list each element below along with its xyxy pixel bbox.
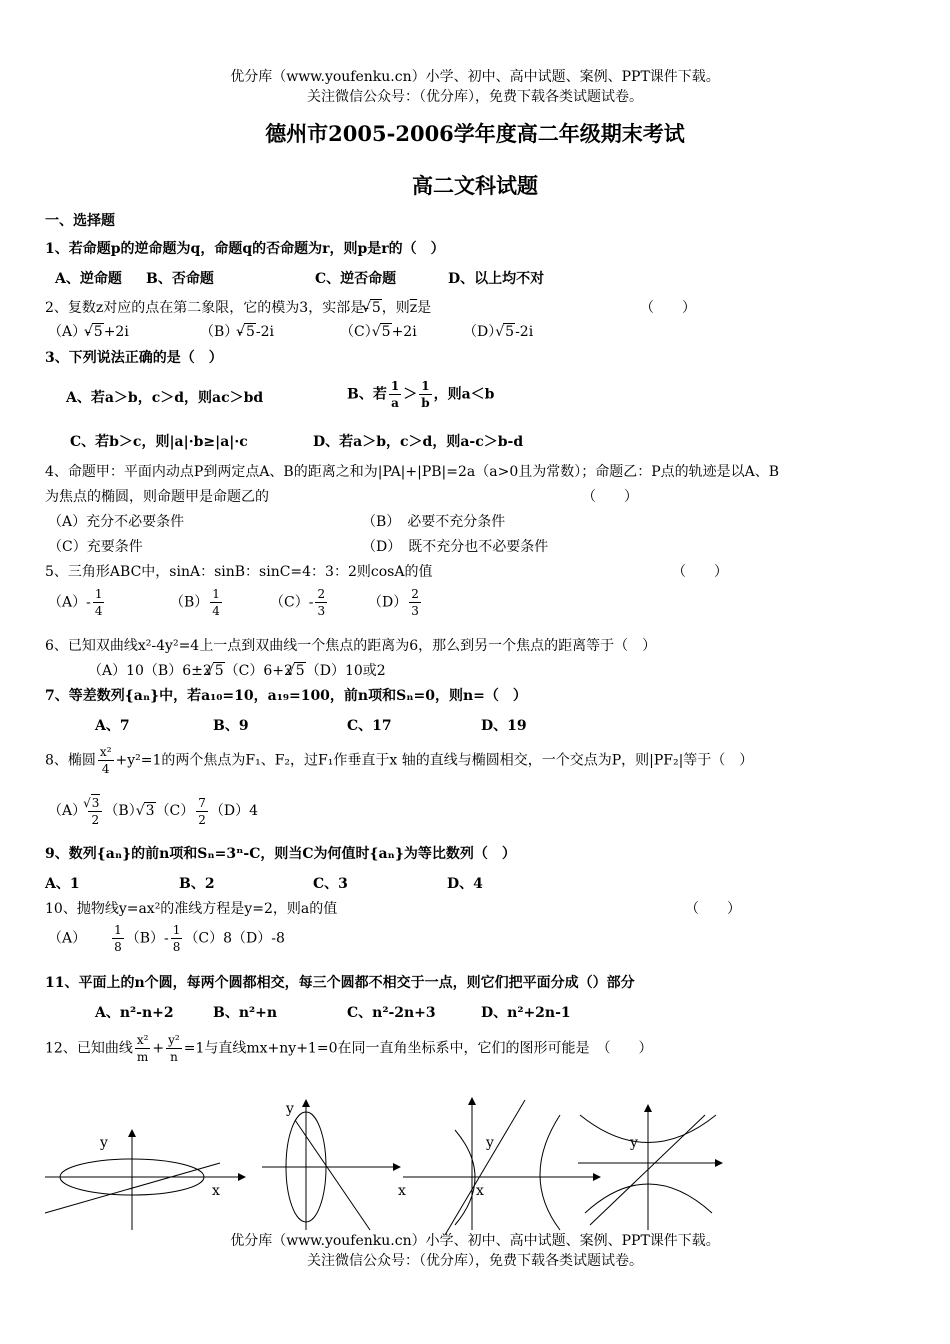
q11-stem: 11、平面上的n个圆，每两个圆都相交，每三个圆都不相交于一点，则它们把平面分成（）部分	[45, 975, 635, 991]
page-title: 德州市2005-2006学年度高二年级期末考试	[265, 121, 685, 146]
q8-stem: 8、椭圆 $\frac{\text{x²}}{4}$ +y²=1的两个焦点为F₁、F₂，过F₁作垂直于x 轴的直线与椭圆相交，一个交点为P，则|PF₂|等于（ ）	[45, 745, 754, 776]
q11-option-c: C、n²-2n+3	[347, 1005, 436, 1021]
q3-option-d: D、若a＞b，c＞d，则a-c＞b-d	[313, 434, 524, 450]
q4-stem-line-1: 4、命题甲：平面内动点P到两定点A、B的距离之和为|PA|+|PB|=2a（a>0且为常数）；命题乙：P点的轨迹是以A、B	[45, 464, 780, 480]
q5-option-d: （D） $\frac{2}{3}$	[368, 587, 419, 618]
q3-option-a: A、若a＞b，c＞d，则ac＞bd	[66, 390, 264, 406]
q4-option-b: （B） 必要不充分条件	[362, 514, 506, 530]
q9-option-d: D、4	[447, 876, 483, 892]
graph-c-y-label: y	[486, 1135, 494, 1151]
graph-d-y-label: y	[630, 1135, 638, 1151]
q5-option-b: （B） $\frac{1}{4}$	[170, 587, 220, 618]
q7-option-d: D、19	[481, 718, 527, 734]
q7-option-a: A、7	[95, 718, 130, 734]
q5-paren: （ ）	[672, 564, 728, 580]
q5-option-a: （A）- $\frac{1}{4}$	[48, 587, 103, 618]
graph-a	[45, 1130, 245, 1230]
graph-a-y-label: y	[100, 1135, 108, 1151]
footer-line-1: 优分库（www.youfenku.cn）小学、初中、高中试题、案例、PPT课件下载。	[230, 1233, 720, 1249]
q7-option-c: C、17	[347, 718, 392, 734]
q9-option-c: C、3	[313, 876, 348, 892]
q4-option-d: （D） 既不充分也不必要条件	[362, 539, 549, 555]
q3-stem: 3、下列说法正确的是（ ）	[45, 350, 223, 366]
q4-paren: （ ）	[582, 489, 638, 505]
footer-line-2: 关注微信公众号：（优分库），免费下载各类试题试卷。	[307, 1253, 643, 1269]
q1-option-c: C、逆否命题	[315, 271, 397, 287]
q9-stem: 9、数列{aₙ}的前n项和Sₙ=3ⁿ-C，则当C为何值时{aₙ}为等比数列（ ）	[45, 846, 516, 862]
q1-option-a: A、逆命题	[55, 271, 122, 287]
q2-option-d: （D） √ 5-2i	[463, 321, 533, 341]
q12-graphs	[40, 1095, 730, 1235]
q2-stem: 2、复数z对应的点在第二象限，它的模为3，实部是- √ 5，则$\overline{z}$是	[45, 297, 431, 317]
q11-option-d: D、n²+2n-1	[481, 1005, 571, 1021]
q2-option-a: （A）- √ 5+2i	[48, 321, 129, 341]
graph-b-y-label: y	[286, 1101, 294, 1117]
page-subtitle: 高二文科试题	[412, 173, 538, 198]
q4-option-c: （C）充要条件	[48, 539, 143, 555]
q1-option-d: D、以上均不对	[448, 271, 545, 287]
q12-stem: 12、已知曲线 $\frac{\text{x²}}{m}$ + $\frac{\text{y²}}{n}$ =1与直线mx+ny+1=0在同一直角坐标系中，它们的图形可能是 （ ）	[45, 1033, 653, 1064]
q2-option-b: （B）- √ 5-2i	[200, 321, 274, 341]
q5-option-c: （C）- $\frac{2}{3}$	[270, 587, 326, 618]
q2-option-c: （C） √ 5+2i	[340, 321, 417, 341]
section-heading: 一、选择题	[45, 213, 115, 229]
q9-option-a: A、1	[45, 876, 80, 892]
graph-c-x-label: x	[398, 1183, 406, 1199]
q6-stem: 6、已知双曲线x²-4y²=4上一点到双曲线一个焦点的距离为6，那么到另一个焦点的距离等于（ ）	[45, 638, 657, 654]
q7-stem: 7、等差数列{aₙ}中，若a₁₀=10，a₁₉=100，前n项和Sₙ=0，则n=（ ）	[45, 688, 527, 704]
q4-stem-line-2: 为焦点的椭圆，则命题甲是命题乙的	[45, 489, 269, 505]
q10-paren: （ ）	[685, 901, 741, 917]
q3-option-c: C、若b＞c，则|a|·b≥|a|·c	[70, 434, 248, 450]
q7-option-b: B、9	[213, 718, 249, 734]
q10-stem: 10、抛物线y=ax²的准线方程是y=2，则a的值	[45, 901, 338, 917]
q1-option-b: B、否命题	[146, 271, 214, 287]
graph-c	[398, 1098, 600, 1235]
q5-stem: 5、三角形ABC中，sinA：sinB：sinC=4：3：2则cosA的值	[45, 564, 433, 580]
graph-b	[262, 1100, 400, 1230]
header-line-2: 关注微信公众号：（优分库），免费下载各类试题试卷。	[307, 89, 643, 105]
q10-options: （A） $\frac{1}{8}$ （B）- $\frac{1}{8}$ （C）8（D）-8	[48, 923, 285, 954]
q2-paren: （ ）	[640, 300, 696, 316]
q11-option-b: B、n²+n	[213, 1005, 278, 1021]
graph-c-x2-label: x	[476, 1183, 484, 1199]
q11-option-a: A、n²-n+2	[95, 1005, 174, 1021]
q8-options: （A） √ $\frac{3}{2}$ （B） √ 3（C） $\frac{7}{2}$ （D）4	[48, 794, 258, 828]
header-line-1: 优分库（www.youfenku.cn）小学、初中、高中试题、案例、PPT课件下载。	[230, 69, 720, 85]
graph-d	[578, 1105, 722, 1230]
q6-options: （A）10（B）6±2 √ 5（C）6+2 √ 5（D）10或2	[88, 660, 386, 680]
graph-a-x-label: x	[212, 1183, 220, 1199]
q9-option-b: B、2	[179, 876, 215, 892]
q1-stem: 1、若命题p的逆命题为q，命题q的否命题为r，则p是r的（ ）	[45, 241, 445, 257]
q3-option-b: B、若 $\frac{1}{a}$ ＞ $\frac{1}{b}$ ，则a＜b	[347, 379, 495, 410]
q4-option-a: （A）充分不必要条件	[48, 514, 185, 530]
